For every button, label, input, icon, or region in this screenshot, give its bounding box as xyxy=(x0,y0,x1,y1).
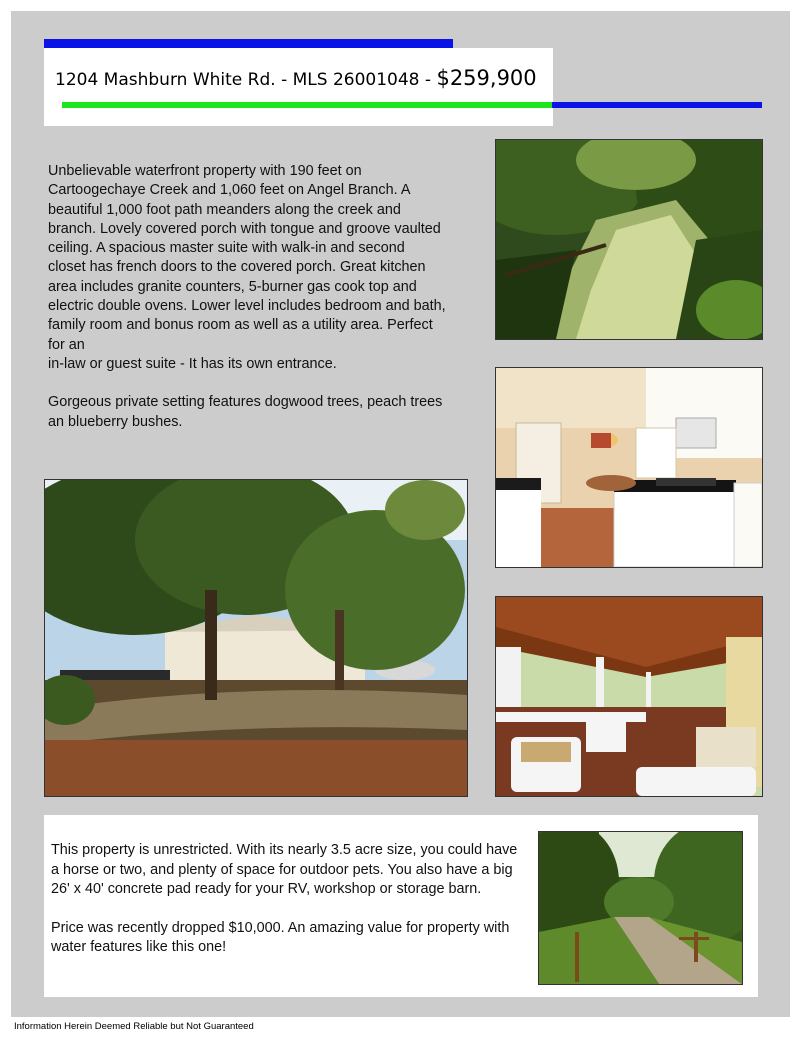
bottom-paragraph-2: Price was recently dropped $10,000. An amazing value for property with water features like this one! xyxy=(51,919,510,956)
listing-title: 1204 Mashburn White Rd. - MLS 26001048 - $259,900 xyxy=(55,66,537,90)
creek-photo xyxy=(495,139,763,340)
header-green-rule xyxy=(62,102,552,108)
disclaimer-footer: Information Herein Deemed Reliable but Not Guaranteed xyxy=(14,1021,254,1032)
listing-address: 1204 Mashburn White Rd. xyxy=(55,70,276,90)
covered-porch-photo xyxy=(495,596,763,797)
listing-price: $259,900 xyxy=(436,66,537,90)
kitchen-photo xyxy=(495,367,763,568)
driveway-photo xyxy=(538,831,743,985)
bottom-description xyxy=(51,841,521,977)
house-exterior-photo xyxy=(44,479,468,797)
bottom-paragraph-1: This property is unrestricted. With its nearly 3.5 acre size, you could have a horse or two, and plenty of space for outdoor pets. You also have a big 26' x 40' concrete pad ready for your RV, workshop or storage barn. xyxy=(51,842,518,898)
header-blue-rule xyxy=(552,102,762,108)
property-description xyxy=(48,162,478,451)
listing-mls: MLS 26001048 xyxy=(292,70,420,90)
description-paragraph-1: Unbelievable waterfront property with 190 feet on Cartoogechaye Creek and 1,060 feet on Angel Branch. A beautiful 1,000 foot path meanders along the creek and branch. Lovely covered porch with tongue and groove vaulted ceiling. A spacious master suite with walk-in and second closet has french doors to the covered porch. Great kitchen area includes granite counters, 5-burner gas cook top and electric double ovens. Lower level includes bedroom and bath, family room and bonus room as well as a utility area. Perfect for an in-law or guest suite - It has its own entrance. xyxy=(48,163,446,372)
description-paragraph-2: Gorgeous private setting features dogwood trees, peach trees an blueberry bushes. xyxy=(48,394,443,430)
